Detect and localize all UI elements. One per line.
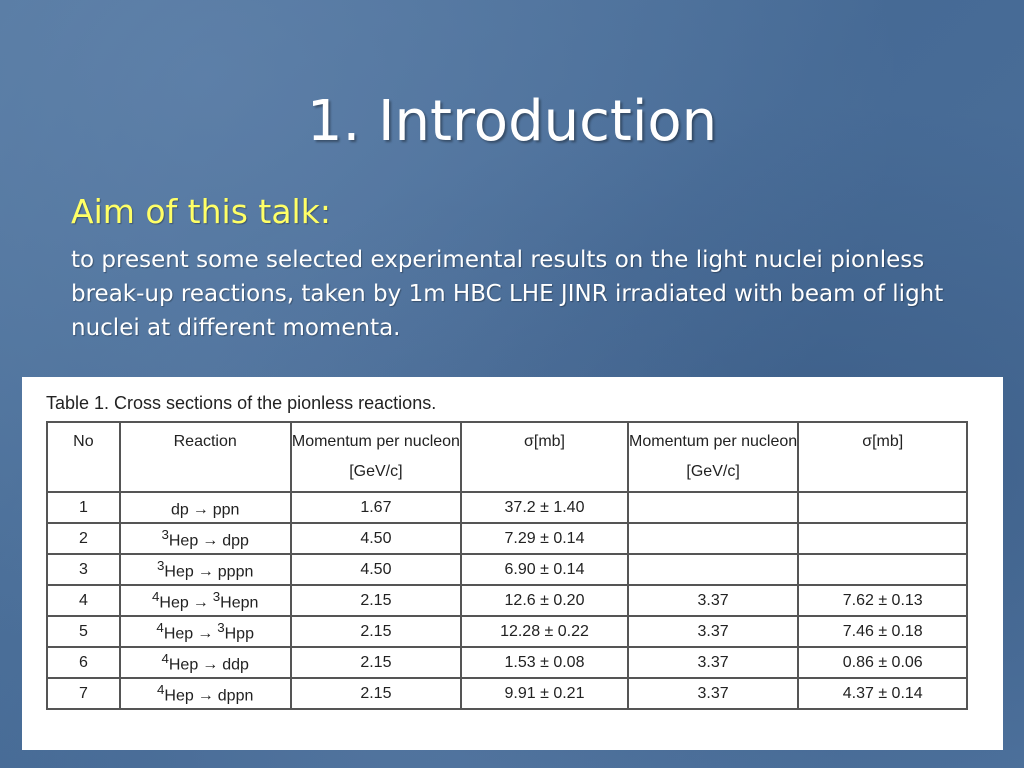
slide-body-text: to present some selected experimental results on the light nuclei pionless break-up reactions, taken by 1m HBC LHE JINR irradiated with beam of light nuclei at different momenta. bbox=[71, 247, 944, 341]
slide-title: 1. Introduction bbox=[306, 89, 718, 154]
cell-sigma-1: 1.53 ± 0.08 bbox=[461, 647, 628, 678]
reaction-arrow: → bbox=[197, 625, 214, 643]
cell-sigma-2: 4.37 ± 0.14 bbox=[798, 678, 967, 709]
cell-no: 4 bbox=[47, 585, 120, 616]
cell-momentum-2: 3.37 bbox=[628, 616, 799, 647]
cell-reaction bbox=[120, 492, 291, 523]
table-header-row bbox=[47, 422, 967, 492]
table-caption: Table 1. Cross sections of the pionless reactions. bbox=[46, 393, 437, 413]
header-sigma-1: σ[mb] bbox=[461, 422, 628, 492]
cell-no: 6 bbox=[47, 647, 120, 678]
reaction-final-state: pppn bbox=[217, 563, 254, 581]
cell-momentum-2 bbox=[628, 523, 799, 554]
table-row bbox=[47, 492, 967, 523]
cell-reaction bbox=[120, 585, 291, 616]
header-reaction: Reaction bbox=[120, 422, 291, 492]
cell-sigma-1: 6.90 ± 0.14 bbox=[461, 554, 628, 585]
reaction-mass-number: 4 bbox=[156, 619, 164, 635]
reaction-initial-state: Hep bbox=[168, 532, 199, 550]
reaction-initial-state: Hep bbox=[164, 687, 194, 705]
table-row bbox=[47, 678, 967, 709]
cell-sigma-1: 9.91 ± 0.21 bbox=[461, 678, 628, 709]
cell-reaction bbox=[120, 647, 291, 678]
reaction-product-mass-number: 3 bbox=[212, 588, 221, 604]
reaction-arrow: → bbox=[192, 501, 209, 519]
cell-no: 7 bbox=[47, 678, 120, 709]
reaction-product-mass-number: 3 bbox=[217, 619, 225, 635]
cell-sigma-2 bbox=[798, 523, 967, 554]
cell-sigma-2: 7.62 ± 0.13 bbox=[798, 585, 967, 616]
reaction-initial-state: Hep bbox=[164, 563, 194, 581]
cell-momentum-2: 3.37 bbox=[628, 647, 799, 678]
header-momentum-2: Momentum per nucleon [GeV/c] bbox=[628, 422, 799, 492]
reaction-initial-state: Hep bbox=[168, 656, 199, 674]
header-sigma-2: σ[mb] bbox=[798, 422, 967, 492]
cell-sigma-2: 0.86 ± 0.06 bbox=[798, 647, 967, 678]
table-row bbox=[47, 647, 967, 678]
cell-sigma-1: 7.29 ± 0.14 bbox=[461, 523, 628, 554]
reaction-mass-number: 4 bbox=[161, 650, 169, 666]
reaction-final-state: dpp bbox=[222, 532, 249, 550]
cell-momentum-1: 2.15 bbox=[291, 678, 462, 709]
reaction-final-state: Hepn bbox=[220, 594, 259, 612]
cell-sigma-1: 12.6 ± 0.20 bbox=[461, 585, 628, 616]
header-no: No bbox=[47, 422, 120, 492]
reaction-arrow: → bbox=[197, 563, 214, 581]
header-momentum-1: Momentum per nucleon [GeV/c] bbox=[291, 422, 462, 492]
slide-subheading: Aim of this talk: bbox=[71, 192, 331, 231]
cell-momentum-1: 4.50 bbox=[291, 523, 462, 554]
cell-no: 5 bbox=[47, 616, 120, 647]
cross-sections-table bbox=[46, 421, 968, 710]
reaction-arrow: → bbox=[202, 656, 219, 674]
table-row bbox=[47, 554, 967, 585]
cell-reaction bbox=[120, 616, 291, 647]
cell-momentum-2: 3.37 bbox=[628, 678, 799, 709]
reaction-final-state: dppn bbox=[217, 687, 254, 705]
reaction-final-state: ppn bbox=[212, 501, 240, 519]
cell-no: 3 bbox=[47, 554, 120, 585]
cell-no: 1 bbox=[47, 492, 120, 523]
reaction-initial-state: Hep bbox=[159, 594, 189, 612]
reaction-mass-number: 3 bbox=[161, 526, 169, 542]
reaction-mass-number: 4 bbox=[157, 681, 165, 697]
cell-momentum-2 bbox=[628, 554, 799, 585]
table-image-panel bbox=[22, 377, 1003, 750]
cell-sigma-2 bbox=[798, 492, 967, 523]
cell-reaction bbox=[120, 554, 291, 585]
reaction-arrow: → bbox=[197, 687, 214, 705]
reaction-arrow: → bbox=[202, 532, 219, 550]
cell-reaction bbox=[120, 523, 291, 554]
cell-sigma-2: 7.46 ± 0.18 bbox=[798, 616, 967, 647]
cell-no: 2 bbox=[47, 523, 120, 554]
table-row bbox=[47, 616, 967, 647]
table-row bbox=[47, 585, 967, 616]
cell-momentum-1: 1.67 bbox=[291, 492, 462, 523]
cell-reaction bbox=[120, 678, 291, 709]
reaction-initial-state: Hep bbox=[163, 625, 194, 643]
cell-momentum-2: 3.37 bbox=[628, 585, 799, 616]
reaction-arrow: → bbox=[192, 594, 209, 612]
cell-momentum-1: 4.50 bbox=[291, 554, 462, 585]
cell-sigma-1: 12.28 ± 0.22 bbox=[461, 616, 628, 647]
reaction-initial-state: dp bbox=[170, 501, 189, 519]
table-row bbox=[47, 523, 967, 554]
cell-momentum-1: 2.15 bbox=[291, 585, 462, 616]
reaction-final-state: Hpp bbox=[224, 625, 254, 643]
cell-sigma-2 bbox=[798, 554, 967, 585]
cell-momentum-1: 2.15 bbox=[291, 647, 462, 678]
cell-sigma-1: 37.2 ± 1.40 bbox=[461, 492, 628, 523]
cell-momentum-2 bbox=[628, 492, 799, 523]
reaction-mass-number: 4 bbox=[151, 588, 160, 604]
reaction-final-state: ddp bbox=[222, 656, 249, 674]
reaction-mass-number: 3 bbox=[157, 557, 165, 573]
cell-momentum-1: 2.15 bbox=[291, 616, 462, 647]
